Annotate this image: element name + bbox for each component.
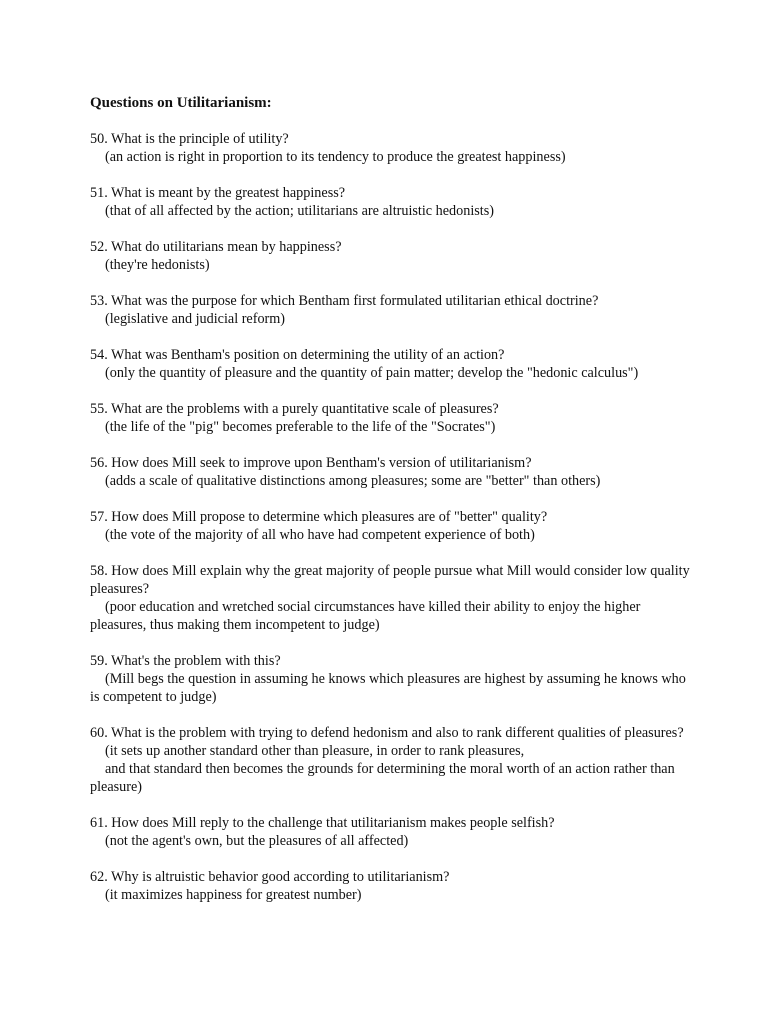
answer-text: (it maximizes happiness for greatest number) bbox=[105, 887, 362, 903]
question-text: 60. What is the problem with trying to defend hedonism and also to rank different qualities of pleasures? bbox=[90, 725, 684, 741]
document-title: Questions on Utilitarianism: bbox=[90, 95, 272, 111]
question-item bbox=[90, 238, 690, 274]
document-page bbox=[90, 94, 694, 922]
answer-text: (it sets up another standard other than pleasure, in order to rank pleasures, bbox=[105, 743, 525, 759]
question-item bbox=[90, 814, 690, 850]
question-list bbox=[90, 130, 694, 904]
question-text: 50. What is the principle of utility? bbox=[90, 131, 289, 147]
answer-text: and that standard then becomes the grounds for determining the moral worth of an action rather than pleasure) bbox=[90, 761, 679, 795]
question-text: 54. What was Bentham's position on determining the utility of an action? bbox=[90, 347, 505, 363]
question-text: 62. Why is altruistic behavior good according to utilitarianism? bbox=[90, 869, 450, 885]
question-item bbox=[90, 868, 690, 904]
question-item bbox=[90, 400, 690, 436]
answer-text: (they're hedonists) bbox=[105, 257, 210, 273]
answer-text: (poor education and wretched social circumstances have killed their ability to enjoy the higher pleasures, thus making them incompetent to judge) bbox=[90, 599, 644, 633]
question-text: 52. What do utilitarians mean by happiness? bbox=[90, 239, 342, 255]
question-text: 55. What are the problems with a purely quantitative scale of pleasures? bbox=[90, 401, 499, 417]
question-text: 53. What was the purpose for which Bentham first formulated utilitarian ethical doctrine? bbox=[90, 293, 599, 309]
question-text: 61. How does Mill reply to the challenge that utilitarianism makes people selfish? bbox=[90, 815, 555, 831]
question-item bbox=[90, 130, 690, 166]
question-item bbox=[90, 454, 690, 490]
answer-text: (Mill begs the question in assuming he knows which pleasures are highest by assuming he knows who is competent to judge) bbox=[90, 671, 690, 705]
question-item bbox=[90, 292, 690, 328]
answer-text: (an action is right in proportion to its tendency to produce the greatest happiness) bbox=[105, 149, 566, 165]
question-item bbox=[90, 724, 690, 796]
question-item bbox=[90, 184, 690, 220]
question-text: 59. What's the problem with this? bbox=[90, 653, 281, 669]
answer-text: (that of all affected by the action; utilitarians are altruistic hedonists) bbox=[105, 203, 494, 219]
answer-text: (the vote of the majority of all who have had competent experience of both) bbox=[105, 527, 535, 543]
answer-text: (the life of the "pig" becomes preferable to the life of the "Socrates") bbox=[105, 419, 496, 435]
answer-text: (legislative and judicial reform) bbox=[105, 311, 286, 327]
question-item bbox=[90, 562, 694, 634]
answer-text: (adds a scale of qualitative distinctions among pleasures; some are "better" than others) bbox=[105, 473, 601, 489]
answer-text: (not the agent's own, but the pleasures of all affected) bbox=[105, 833, 409, 849]
question-text: 57. How does Mill propose to determine which pleasures are of "better" quality? bbox=[90, 509, 548, 525]
question-text: 56. How does Mill seek to improve upon Bentham's version of utilitarianism? bbox=[90, 455, 532, 471]
question-text: 58. How does Mill explain why the great majority of people pursue what Mill would consider low quality pleasures? bbox=[90, 563, 694, 597]
question-item bbox=[90, 652, 690, 706]
answer-text: (only the quantity of pleasure and the quantity of pain matter; develop the "hedonic calculus") bbox=[105, 365, 639, 381]
question-text: 51. What is meant by the greatest happiness? bbox=[90, 185, 346, 201]
question-item bbox=[90, 346, 690, 382]
question-item bbox=[90, 508, 690, 544]
